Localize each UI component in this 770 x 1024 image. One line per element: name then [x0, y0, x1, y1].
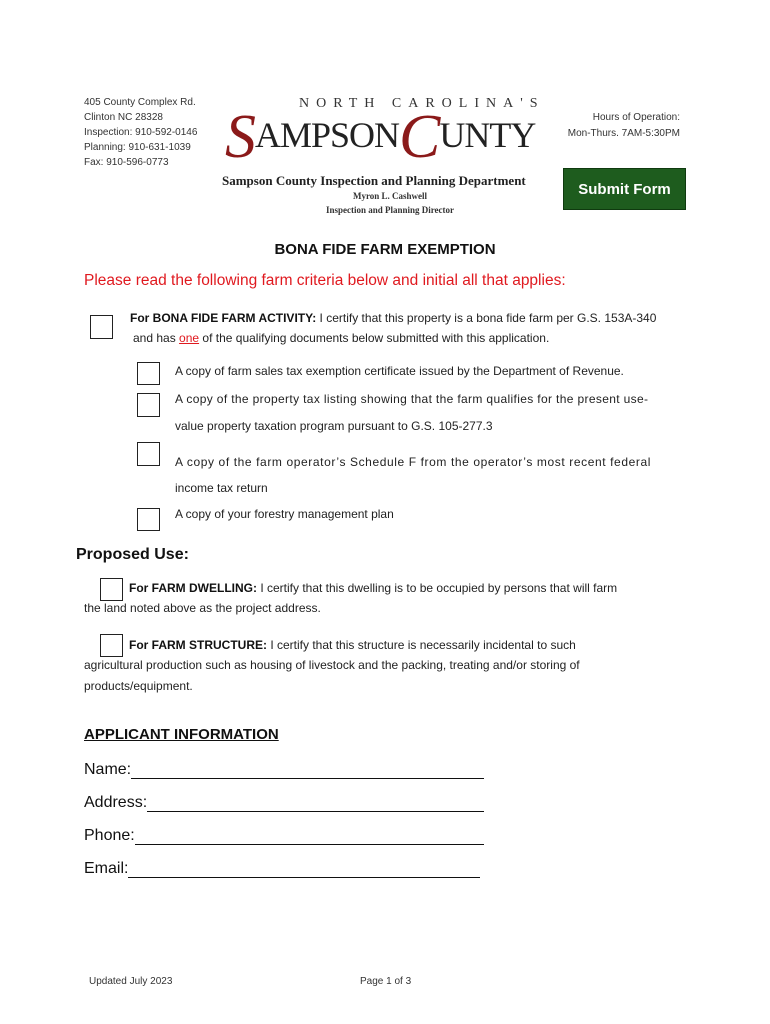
name-field [84, 760, 484, 779]
farm-structure-text: I certify that this structure is necessarily incidental to such [267, 638, 576, 652]
farm-dwelling-statement [129, 578, 617, 598]
email-field [84, 859, 480, 878]
director-title: Inspection and Planning Director [325, 205, 455, 215]
farm-activity-text2a: and has [133, 331, 180, 345]
forestry-plan-checkbox[interactable] [137, 508, 160, 531]
farm-dwelling-label: For FARM DWELLING: [129, 581, 257, 595]
farm-structure-label: For FARM STRUCTURE: [129, 638, 267, 652]
contact-info [84, 95, 197, 170]
email-label: Email: [84, 860, 129, 877]
farm-activity-statement [130, 308, 690, 348]
farm-dwelling-text: I certify that this dwelling is to be occupied by persons that will farm [256, 581, 618, 595]
farm-structure-text-continued: agricultural production such as housing of livestock and the packing, treating and/or storing of [84, 658, 580, 672]
hours-value: Mon-Thurs. 7AM-5:30PM [567, 128, 680, 139]
document-item-continued: income tax return [175, 481, 268, 495]
logo-wordmark [225, 102, 535, 173]
document-item: A copy of the farm operator’s Schedule F from the operator’s most recent federal [175, 455, 651, 469]
farm-dwelling-text-continued: the land noted above as the project address. [84, 601, 321, 615]
document-item: A copy of your forestry management plan [175, 507, 394, 521]
director-block [290, 189, 490, 217]
document-item: A copy of the property tax listing showing that the farm qualifies for the present use- [175, 392, 649, 406]
document-item: A copy of farm sales tax exemption certificate issued by the Department of Revenue. [175, 364, 624, 378]
phone-field [84, 826, 484, 845]
farm-activity-label: For BONA FIDE FARM ACTIVITY: [130, 311, 317, 325]
email-input[interactable] [128, 859, 480, 878]
logo-subtitle: NORTH CAROLINA'S [299, 96, 545, 111]
fax-number: Fax: 910-596-0773 [84, 157, 169, 168]
county-logo [225, 96, 555, 171]
phone-label: Phone: [84, 827, 135, 844]
logo-ampson: AMPSON [255, 115, 400, 155]
document-item-continued: value property taxation program pursuant to G.S. 105-277.3 [175, 419, 493, 433]
schedule-f-checkbox[interactable] [137, 442, 160, 466]
address-input[interactable] [147, 793, 484, 812]
phone-input[interactable] [135, 826, 484, 845]
department-name: Sampson County Inspection and Planning Department [222, 173, 526, 188]
instruction-text: Please read the following farm criteria below and initial all that applies: [84, 272, 566, 289]
tax-listing-checkbox[interactable] [137, 393, 160, 417]
form-title: BONA FIDE FARM EXEMPTION [274, 241, 496, 258]
address-label: Address: [84, 794, 148, 811]
farm-structure-checkbox[interactable] [100, 634, 123, 657]
sales-tax-certificate-checkbox[interactable] [137, 362, 160, 385]
city-line: Clinton NC 28328 [84, 112, 163, 123]
logo-letter-c: C [399, 103, 440, 171]
director-name: Myron L. Cashwell [352, 191, 428, 201]
page-number: Page 1 of 3 [360, 976, 412, 987]
hours-block [560, 110, 680, 142]
farm-activity-checkbox[interactable] [90, 315, 113, 339]
applicant-info-heading: APPLICANT INFORMATION [84, 726, 279, 743]
proposed-use-heading: Proposed Use: [76, 546, 189, 563]
farm-activity-text2c: of the qualifying documents below submitted with this application. [199, 331, 550, 345]
one-emphasis: one [179, 331, 200, 345]
name-input[interactable] [131, 760, 484, 779]
logo-letter-s: S [225, 103, 255, 171]
inspection-phone: Inspection: 910-592-0146 [84, 127, 198, 138]
hours-label: Hours of Operation: [592, 112, 680, 123]
farm-structure-text-continued: products/equipment. [84, 679, 193, 693]
planning-phone: Planning: 910-631-1039 [84, 142, 191, 153]
updated-date: Updated July 2023 [89, 976, 173, 987]
submit-form-button[interactable]: Submit Form [563, 168, 686, 210]
address-line: 405 County Complex Rd. [84, 97, 196, 108]
farm-structure-statement [129, 635, 576, 655]
name-label: Name: [84, 761, 132, 778]
logo-unty: UNTY [439, 115, 536, 155]
farm-activity-text: I certify that this property is a bona fide farm per G.S. 153A-340 [316, 311, 657, 325]
address-field [84, 793, 484, 812]
